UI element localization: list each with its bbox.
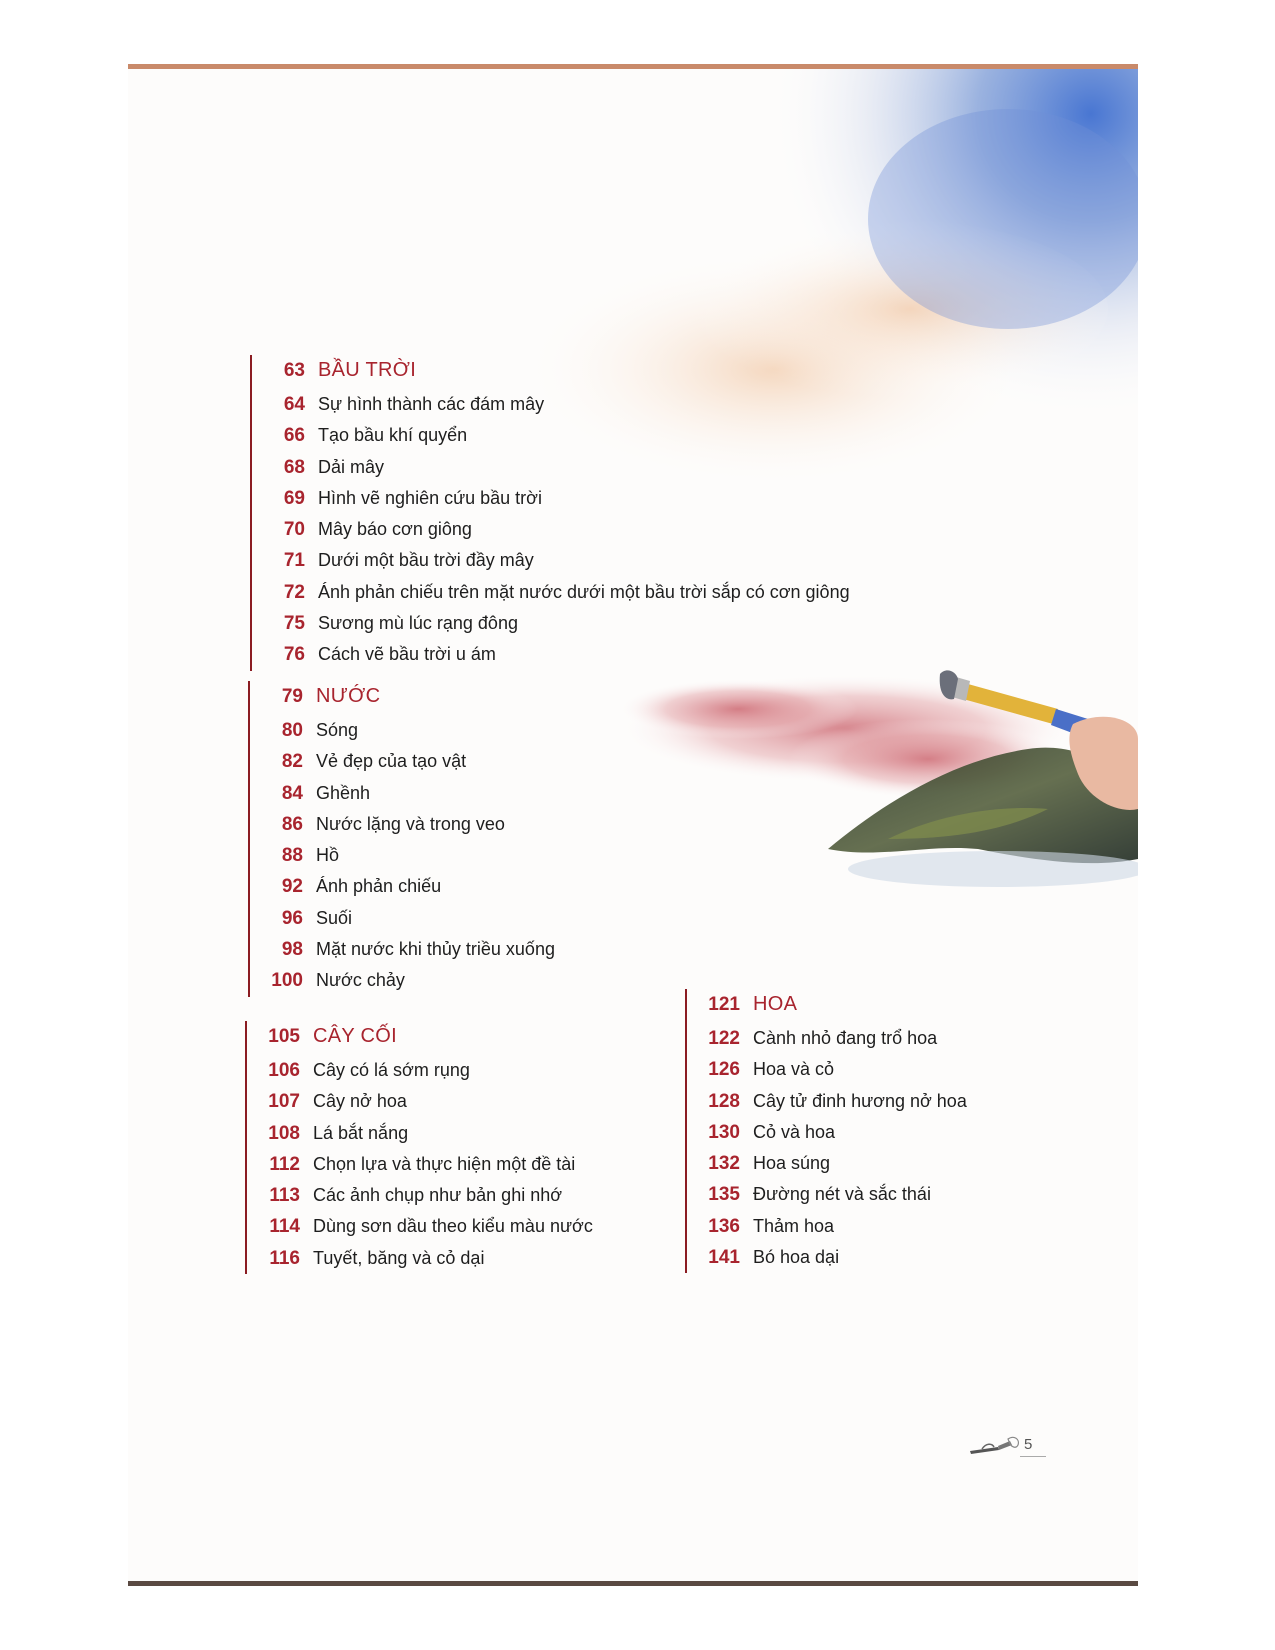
entry-title: Cỏ và hoa (753, 1121, 836, 1142)
entry-page-number: 128 (708, 1090, 740, 1112)
entry-title: Ánh phản chiếu (316, 876, 442, 897)
entry-page-number: 108 (268, 1122, 300, 1144)
entry-page-number: 71 (283, 550, 305, 572)
entry-page-number: 88 (281, 845, 303, 867)
entry-title: Suối (316, 907, 353, 928)
entry-page-number: 72 (283, 581, 305, 603)
entry-title: Sương mù lúc rạng đông (318, 613, 518, 634)
entry-page-number: 69 (283, 487, 305, 509)
entry-page-number: 68 (283, 456, 305, 478)
book-page (128, 64, 1138, 1586)
folio-rule (1020, 1456, 1046, 1457)
entry-title: Dùng sơn dầu theo kiểu màu nước (313, 1216, 593, 1237)
heading-page-number: 105 (268, 1026, 300, 1047)
entry-title: Cây nở hoa (313, 1091, 407, 1112)
entry-page-number: 84 (281, 782, 303, 804)
entry-page-number: 113 (269, 1185, 300, 1207)
entry-page-number: 116 (269, 1247, 300, 1269)
entry-title: Vẻ đẹp của tạo vật (316, 751, 467, 772)
entry-title: Tạo bầu khí quyển (318, 425, 468, 446)
heading-page-number: 121 (708, 994, 740, 1015)
entry-page-number: 92 (281, 876, 303, 898)
entry-title: Hồ (316, 845, 340, 866)
paintbrush-icon (968, 1435, 1022, 1457)
page-number: 5 (1024, 1436, 1033, 1453)
entry-title: Các ảnh chụp như bản ghi nhớ (313, 1185, 563, 1206)
entry-title: Nước lặng và trong veo (316, 813, 505, 834)
entry-title: Dưới một bầu trời đầy mây (318, 550, 534, 571)
entry-page-number: 96 (281, 907, 303, 929)
entry-title: Cây có lá sớm rụng (313, 1060, 470, 1080)
entry-page-number: 64 (283, 394, 305, 415)
entry-title: Nước chảy (316, 970, 405, 991)
entry-page-number: 76 (283, 644, 305, 666)
entry-title: Tuyết, băng và cỏ dại (313, 1247, 485, 1268)
entry-title: Mây báo cơn giông (318, 519, 472, 540)
entry-page-number: 122 (708, 1028, 740, 1049)
entry-page-number: 141 (708, 1247, 740, 1269)
entry-title: Sự hình thành các đám mây (318, 394, 545, 414)
entry-page-number: 86 (281, 813, 303, 835)
entry-title: Ghềnh (316, 782, 371, 803)
entry-page-number: 135 (708, 1184, 740, 1206)
entry-page-number: 132 (708, 1153, 740, 1175)
entry-title: Hình vẽ nghiên cứu bầu trời (318, 487, 542, 508)
heading-title: BẦU TRỜI (318, 359, 417, 381)
entry-title: Sóng (316, 720, 359, 740)
entry-title: Hoa súng (753, 1153, 831, 1174)
entry-title: Cành nhỏ đang trổ hoa (753, 1028, 938, 1048)
entry-title: Lá bắt nắng (313, 1122, 409, 1143)
entry-title: Cây tử đinh hương nở hoa (753, 1090, 967, 1111)
entry-page-number: 126 (708, 1059, 740, 1081)
entry-title: Cách vẽ bầu trời u ám (318, 644, 496, 665)
entry-page-number: 100 (271, 970, 303, 992)
entry-title: Mặt nước khi thủy triều xuống (316, 939, 555, 960)
heading-title: HOA (753, 993, 798, 1015)
entry-page-number: 130 (708, 1121, 740, 1143)
entry-title: Chọn lựa và thực hiện một đề tài (313, 1153, 576, 1174)
heading-title: CÂY CỐI (313, 1025, 397, 1047)
entry-title: Thảm hoa (753, 1215, 835, 1236)
entry-page-number: 107 (268, 1091, 300, 1113)
entry-title: Dải mây (318, 456, 385, 477)
entry-title: Đường nét và sắc thái (753, 1184, 931, 1205)
entry-page-number: 136 (708, 1215, 740, 1237)
entry-page-number: 82 (281, 751, 303, 773)
entry-page-number: 75 (283, 613, 305, 635)
entry-page-number: 106 (268, 1060, 300, 1081)
entry-page-number: 70 (283, 519, 305, 541)
entry-title: Bó hoa dại (753, 1247, 840, 1268)
entry-page-number: 98 (281, 939, 303, 961)
heading-page-number: 79 (281, 686, 303, 707)
page-folio (968, 1435, 1048, 1459)
entry-page-number: 112 (269, 1153, 300, 1175)
entry-title: Ánh phản chiếu trên mặt nước dưới một bầu trời sắp có cơn giông (318, 581, 850, 602)
entry-page-number: 66 (283, 425, 305, 447)
heading-page-number: 63 (283, 360, 305, 381)
entry-page-number: 80 (281, 720, 303, 741)
heading-title: NƯỚC (316, 685, 381, 707)
entry-title: Hoa và cỏ (753, 1059, 835, 1080)
entry-page-number: 114 (269, 1216, 300, 1238)
